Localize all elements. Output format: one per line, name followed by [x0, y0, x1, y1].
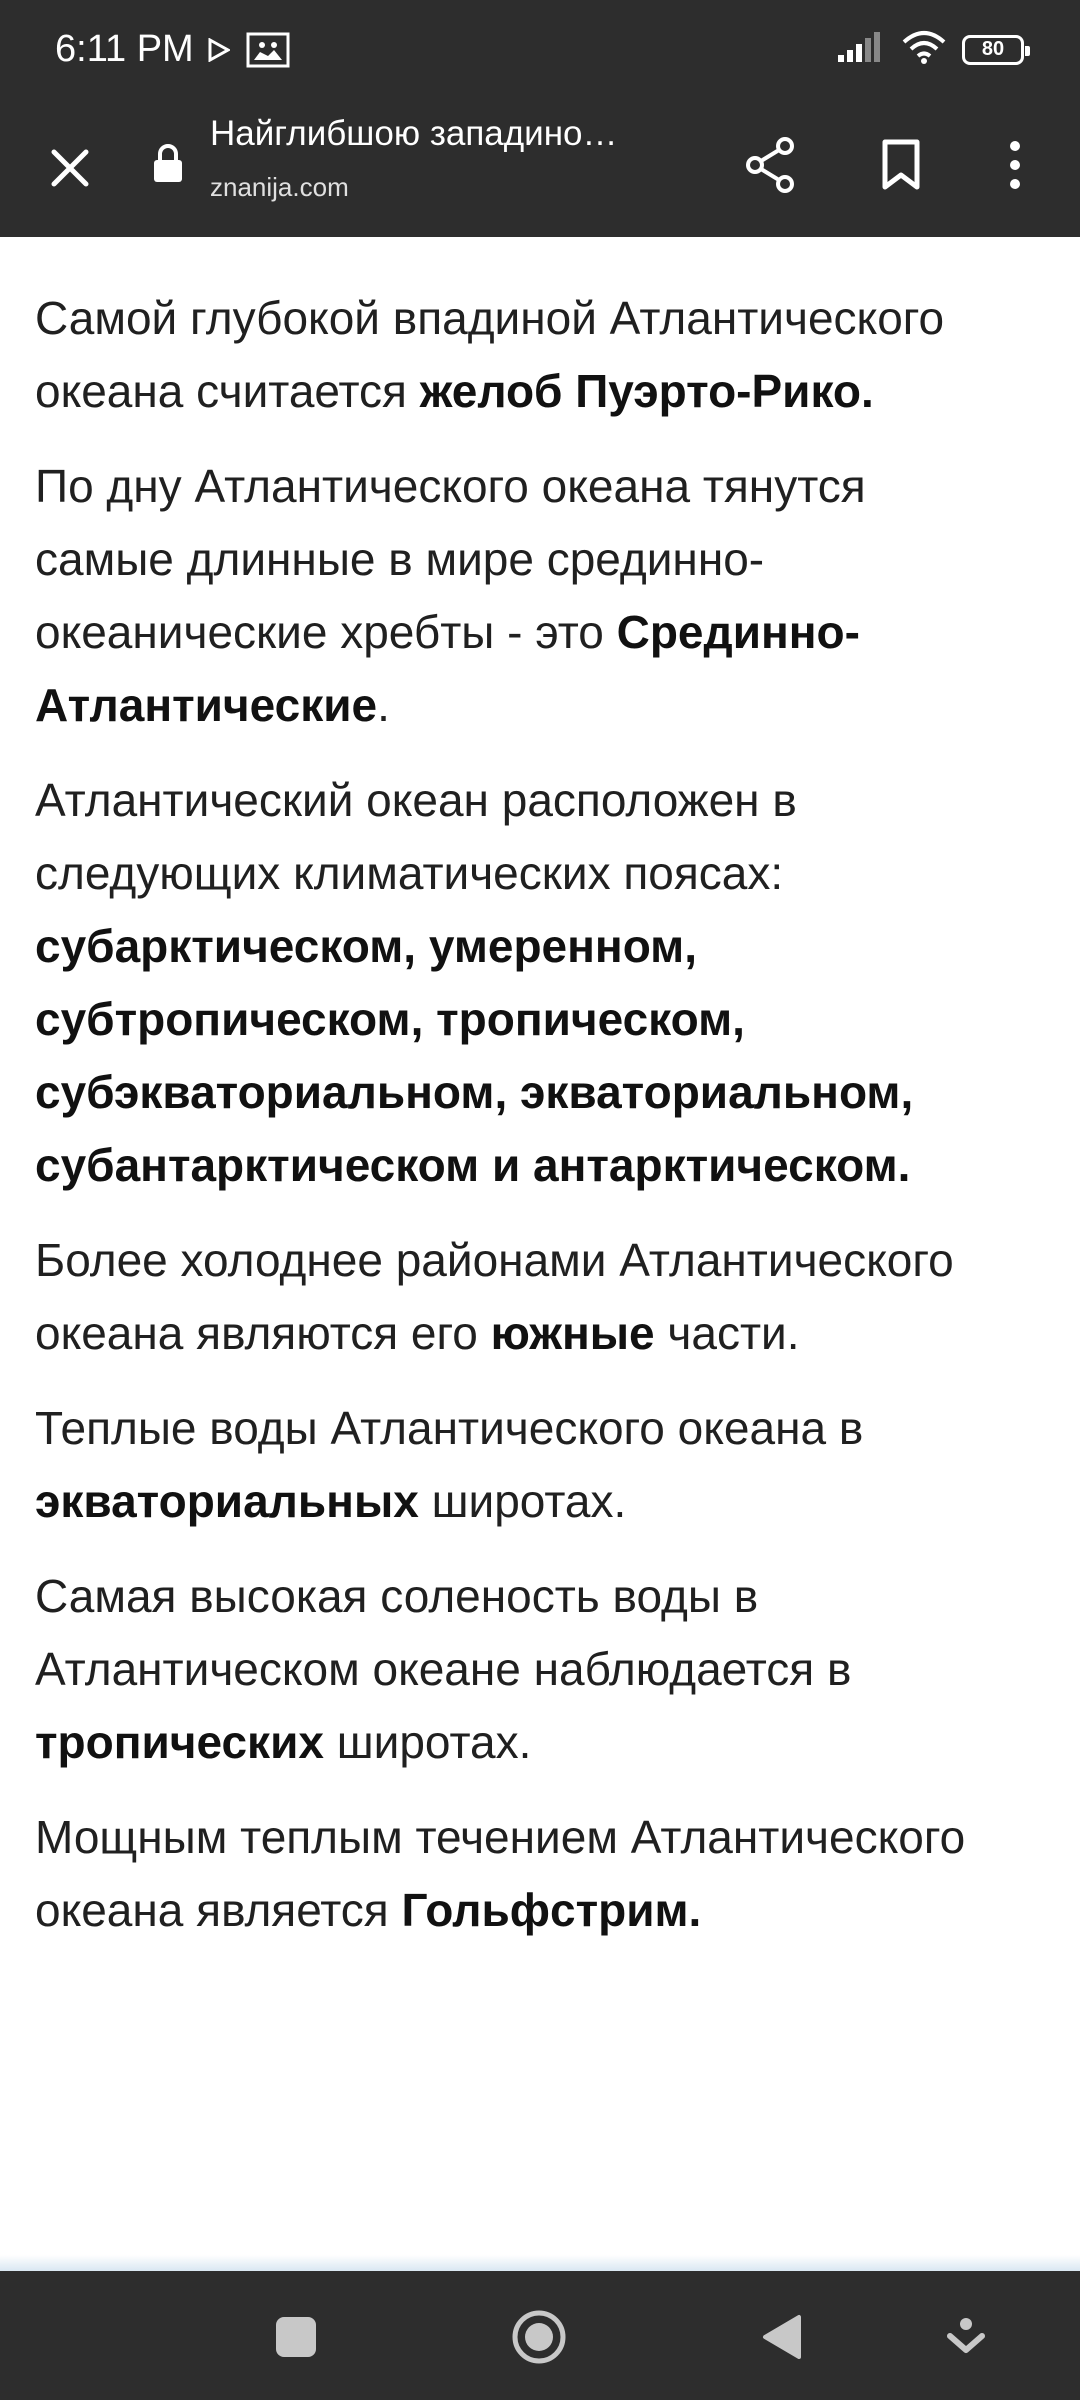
paragraph: [35, 1224, 1080, 1370]
share-button[interactable]: [735, 130, 805, 200]
battery-icon: 80: [962, 35, 1024, 65]
paragraph: [35, 1801, 1080, 1947]
recents-button[interactable]: [264, 2305, 328, 2369]
recents-square-icon: [275, 2316, 317, 2358]
page-title[interactable]: Найглибшою западино…: [210, 114, 618, 153]
article-body: [35, 282, 1080, 1969]
share-icon: [743, 136, 797, 194]
bold-text: южные: [490, 1307, 655, 1359]
bold-text: Гольфстрим.: [401, 1884, 702, 1936]
bold-text: субэкваториальном, экваториальном,: [35, 1066, 914, 1118]
bold-text: тропических: [35, 1716, 324, 1768]
text-line: широтах.: [323, 1716, 532, 1768]
signal-icon: [836, 31, 886, 68]
page-domain[interactable]: znanija.com: [210, 172, 349, 202]
hide-keyboard-button[interactable]: [934, 2305, 998, 2369]
paragraph: [35, 450, 1080, 742]
text-line: океана считается: [35, 365, 420, 417]
browser-toolbar: [0, 100, 1080, 237]
more-options-button[interactable]: [990, 130, 1040, 200]
bold-text: экваториальных: [35, 1475, 419, 1527]
status-system-icons: [836, 30, 1024, 69]
text-line: По дну Атлантического океана тянутся: [35, 460, 866, 512]
bold-text: Атлантические: [35, 679, 378, 731]
text-line: Мощным теплым течением Атлантического: [35, 1811, 966, 1863]
status-time: 6:11 PM: [55, 28, 194, 70]
lock-icon: [152, 143, 184, 188]
back-triangle-icon: [761, 2313, 803, 2361]
text-line: океана является: [35, 1884, 402, 1936]
text-line: широтах.: [418, 1475, 627, 1527]
status-notification-icons: [208, 32, 290, 73]
home-circle-icon: [511, 2309, 567, 2365]
text-line: Более холоднее районами Атлантического: [35, 1234, 954, 1286]
text-line: Атлантическом океане наблюдается в: [35, 1643, 852, 1695]
text-line: Атлантический океан расположен в: [35, 774, 797, 826]
paragraph: [35, 282, 1080, 428]
status-bar: [0, 0, 1080, 100]
paragraph: [35, 1392, 1080, 1538]
home-button[interactable]: [507, 2305, 571, 2369]
text-line: Самая высокая соленость воды в: [35, 1570, 759, 1622]
bold-text: Срединно-: [616, 606, 860, 658]
navigation-bar: [0, 2271, 1080, 2400]
text-line: самые длинные в мире срединно-: [35, 533, 765, 585]
paragraph: [35, 1560, 1080, 1779]
bottom-sheet-edge: [0, 2255, 1080, 2271]
text-line: части.: [654, 1307, 800, 1359]
hide-keyboard-icon: [946, 2316, 986, 2358]
close-button[interactable]: [40, 138, 100, 198]
back-button[interactable]: [750, 2305, 814, 2369]
more-vert-icon: [1009, 140, 1021, 190]
wifi-icon: [902, 30, 946, 69]
bold-text: желоб Пуэрто-Рико.: [419, 365, 874, 417]
bookmark-button[interactable]: [866, 130, 936, 200]
text-line: Теплые воды Атлантического океана в: [35, 1402, 864, 1454]
bold-text: субарктическом, умеренном,: [35, 920, 697, 972]
text-line: следующих климатических поясах:: [35, 847, 784, 899]
text-line: океанические хребты - это: [35, 606, 617, 658]
paragraph: [35, 764, 1080, 1202]
text-line: Самой глубокой впадиной Атлантического: [35, 292, 945, 344]
close-icon: [50, 148, 90, 188]
gallery-icon: [246, 32, 290, 73]
text-line: .: [377, 679, 390, 731]
text-line: океана являются его: [35, 1307, 491, 1359]
bold-text: субтропическом, тропическом,: [35, 993, 745, 1045]
bookmark-icon: [881, 139, 921, 191]
play-store-icon: [208, 38, 230, 67]
bold-text: субантарктическом и антарктическом.: [35, 1139, 911, 1191]
